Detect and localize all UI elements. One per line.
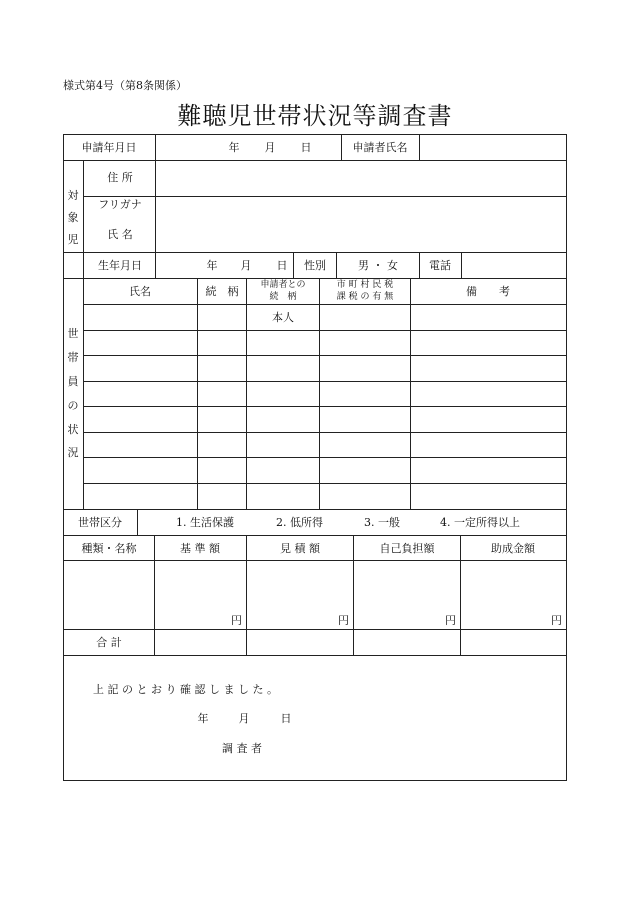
- application-date-field[interactable]: [156, 135, 341, 160]
- cost-header-self-pay: 自己負担額: [379, 542, 435, 555]
- address-field[interactable]: [156, 161, 566, 196]
- birth-year-label: 年: [206, 259, 218, 272]
- investigator-label: 調 査 者: [222, 742, 262, 755]
- household-section-label-3: 員: [67, 375, 79, 388]
- investigator-signature-field[interactable]: [275, 736, 475, 758]
- household-section-label-6: 況: [67, 446, 79, 459]
- child-name-label: 氏 名: [107, 228, 133, 241]
- sex-label: 性別: [304, 259, 326, 272]
- category-option-general[interactable]: 3. 一般: [364, 516, 400, 529]
- household-section-label-2: 帯: [67, 351, 79, 364]
- yen-unit-subsidy: 円: [551, 614, 562, 627]
- household-row[interactable]: [84, 484, 566, 509]
- cost-header-standard: 基 準 額: [180, 542, 220, 555]
- total-amount-fields[interactable]: [155, 630, 566, 655]
- applicant-name-label: 申請者氏名: [352, 141, 408, 154]
- household-row[interactable]: [84, 356, 566, 381]
- cost-header-type: 種類・名称: [81, 542, 137, 555]
- furigana-label: フリガナ: [98, 198, 142, 211]
- form-number: 様式第4号（第8条関係）: [63, 79, 187, 92]
- confirm-day-label: 日: [280, 712, 292, 725]
- page-title: 難聴児世帯状況等調査書: [177, 102, 453, 130]
- category-option-high-income[interactable]: 4. 一定所得以上: [440, 516, 520, 529]
- col-header-name: 氏名: [129, 285, 151, 298]
- household-section-label-1: 世: [67, 327, 79, 340]
- birth-day-label: 日: [276, 259, 288, 272]
- phone-label: 電話: [429, 259, 451, 272]
- child-section-label-1: 対: [67, 189, 79, 202]
- household-section-label-4: の: [67, 399, 79, 412]
- household-row[interactable]: [84, 433, 566, 457]
- application-year-label: 年: [228, 141, 240, 154]
- applicant-name-field[interactable]: [420, 135, 566, 160]
- col-header-relation-to-applicant-1: 申請者との: [260, 280, 306, 290]
- birthdate-field[interactable]: [156, 253, 293, 278]
- sex-options[interactable]: 男 ・ 女: [358, 259, 398, 272]
- household-row[interactable]: [84, 407, 566, 432]
- yen-unit-estimate: 円: [338, 614, 349, 627]
- category-option-welfare[interactable]: 1. 生活保護: [176, 516, 234, 529]
- col-header-relation: 続 柄: [205, 285, 239, 298]
- cost-type-field[interactable]: [64, 561, 154, 629]
- child-name-field[interactable]: [156, 197, 566, 252]
- child-section-label-3: 児: [67, 233, 79, 246]
- household-row[interactable]: [84, 458, 566, 483]
- confirmation-statement: 上 記 の と お り 確 認 し ま し た 。: [93, 683, 278, 696]
- col-header-remarks: 備 考: [466, 285, 510, 298]
- category-option-low-income[interactable]: 2. 低所得: [276, 516, 323, 529]
- address-label: 住 所: [107, 171, 133, 184]
- household-section-label-5: 状: [67, 423, 79, 436]
- household-row[interactable]: [84, 331, 566, 355]
- col-header-tax-1: 市 町 村 民 税: [336, 280, 394, 290]
- application-month-label: 月: [264, 141, 276, 154]
- application-date-label: 申請年月日: [81, 141, 137, 154]
- birthdate-label: 生年月日: [98, 259, 142, 272]
- cost-header-estimate: 見 積 額: [280, 542, 320, 555]
- phone-field[interactable]: [462, 253, 566, 278]
- col-header-relation-to-applicant-2: 続 柄: [269, 292, 297, 302]
- household-category-label: 世帯区分: [78, 516, 122, 529]
- birth-month-label: 月: [240, 259, 252, 272]
- confirm-year-label: 年: [197, 712, 209, 725]
- household-row[interactable]: [84, 382, 566, 406]
- confirm-month-label: 月: [238, 712, 250, 725]
- application-day-label: 日: [300, 141, 312, 154]
- self-relation-cell: 本人: [272, 311, 294, 324]
- household-row[interactable]: [84, 305, 566, 330]
- child-section-label-2: 象: [67, 211, 79, 224]
- cost-header-subsidy: 助成金額: [491, 542, 535, 555]
- col-header-tax-2: 課 税 の 有 無: [336, 292, 394, 302]
- yen-unit-standard: 円: [231, 614, 242, 627]
- total-label: 合 計: [96, 636, 122, 649]
- yen-unit-self-pay: 円: [445, 614, 456, 627]
